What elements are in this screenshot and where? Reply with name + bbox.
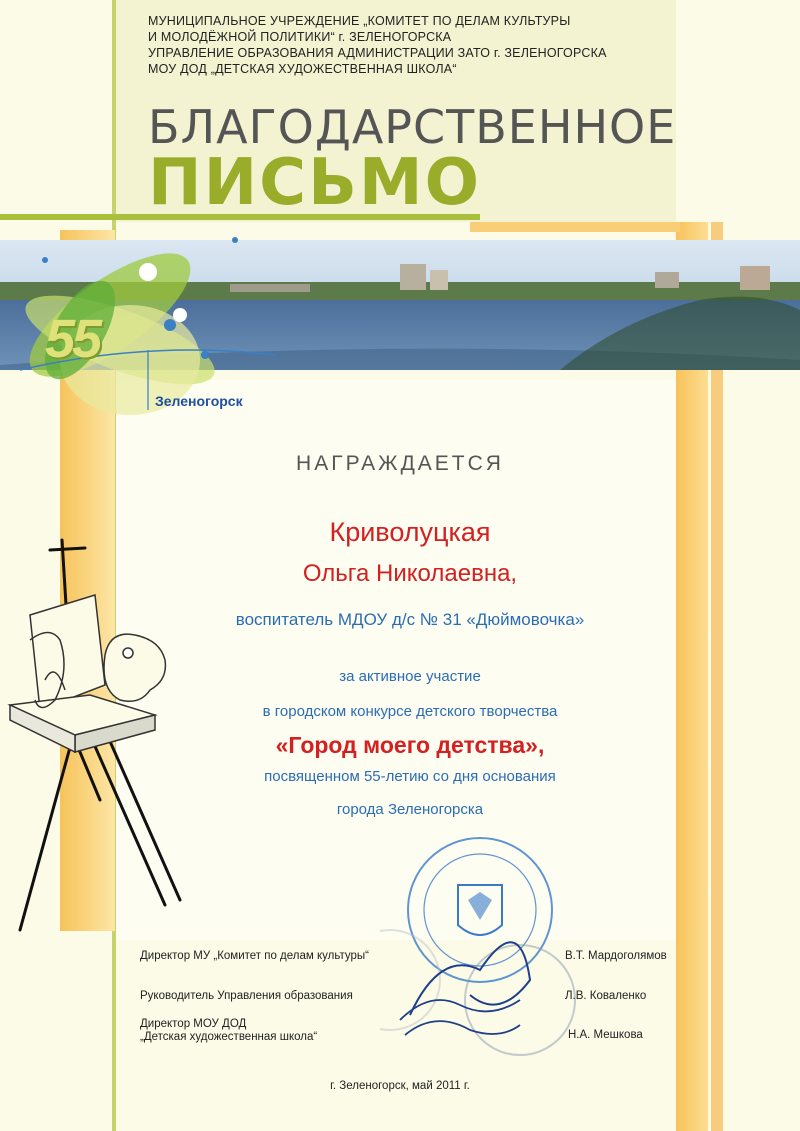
issuer-line: МОУ ДОД „ДЕТСКАЯ ХУДОЖЕСТВЕННАЯ ШКОЛА“ bbox=[148, 62, 457, 76]
anniversary-number: 55 bbox=[45, 309, 100, 369]
document-title-line1: БЛАГОДАРСТВЕННОЕ bbox=[148, 100, 677, 154]
logo-city-name: Зеленогорск bbox=[155, 393, 243, 409]
issuer-line: МУНИЦИПАЛЬНОЕ УЧРЕЖДЕНИЕ „КОМИТЕТ ПО ДЕЛАМ КУЛЬТУРЫ bbox=[148, 14, 571, 28]
signatory-name: Л.В. Коваленко bbox=[565, 990, 647, 1002]
document-title-line2: ПИСЬМО bbox=[148, 146, 481, 220]
recipient-position: воспитатель МДОУ д/с № 31 «Дюймовочка» bbox=[235, 610, 585, 629]
issuer-header bbox=[148, 13, 668, 77]
recipient-surname: Криволуцкая bbox=[329, 517, 491, 547]
issuer-line: УПРАВЛЕНИЕ ОБРАЗОВАНИЯ АДМИНИСТРАЦИИ ЗАТО г. ЗЕЛЕНОГОРСКА bbox=[148, 46, 607, 60]
signatory-name: Н.А. Мешкова bbox=[568, 1029, 643, 1041]
recipient-given-names: Ольга Николаевна, bbox=[302, 560, 518, 587]
dedication-line: посвященном 55-летию со дня основания bbox=[264, 768, 556, 785]
place-and-date: г. Зеленогорск, май 2011 г. bbox=[330, 1080, 470, 1092]
signatory-role: Директор МУ „Комитет по делам культуры“ bbox=[140, 950, 369, 962]
reason-line2: в городском конкурсе детского творчества bbox=[262, 703, 558, 720]
signatory-role-line2: „Детская художественная школа“ bbox=[140, 1031, 318, 1043]
issuer-line: И МОЛОДЁЖНОЙ ПОЛИТИКИ“ г. ЗЕЛЕНОГОРСКА bbox=[148, 30, 452, 44]
contest-name: «Город моего детства», bbox=[275, 732, 545, 758]
signatory-role: Директор МОУ ДОД bbox=[140, 1018, 247, 1030]
signatory-role: Руководитель Управления образования bbox=[140, 990, 353, 1002]
orange-top-bar bbox=[470, 222, 680, 232]
reason-line1: за активное участие bbox=[339, 668, 481, 685]
signatory-name: В.Т. Мардоголямов bbox=[565, 950, 667, 962]
awarded-heading: НАГРАЖДАЕТСЯ bbox=[296, 452, 504, 475]
city-line: города Зеленогорска bbox=[336, 801, 484, 818]
